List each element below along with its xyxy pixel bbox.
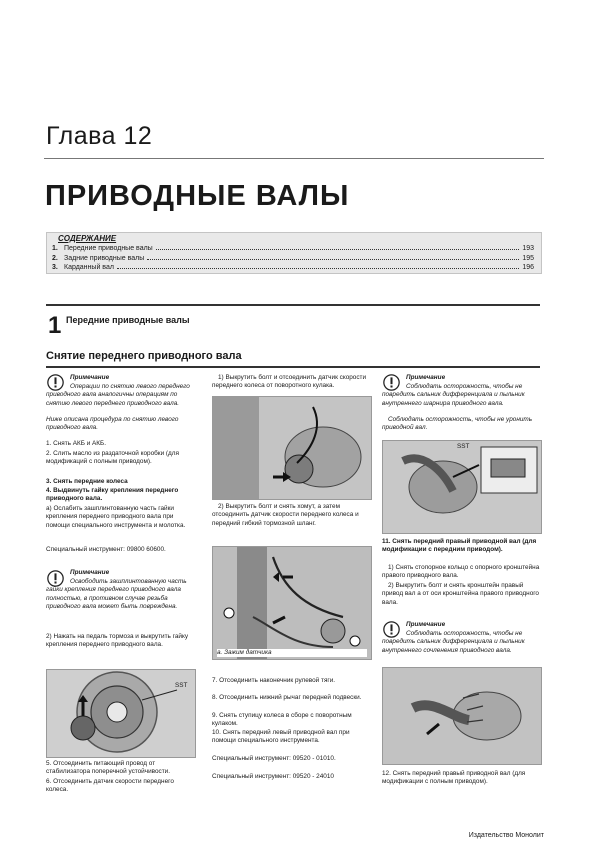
step-text: 8. Отсоединить нижний рычаг передней подвески. xyxy=(212,694,362,701)
step-text: а) Ослабить зашплинтованную часть гайки крепления переднего приводного вала при помощи специального инструмента и молотка. xyxy=(46,505,186,529)
step-text: 1) Выкрутить болт и отсоединить датчик скорости переднего колеса от поворотного кулака. xyxy=(212,374,367,390)
step-text: 12. Снять передний правый приводной вал (для модификации с полным приводом). xyxy=(382,770,526,786)
toc-leader xyxy=(147,254,519,260)
step-text: 5. Отсоединить питающий провод от стабилизатора поперечной устойчивости. xyxy=(46,760,170,776)
note-text: Ниже описана процедура по снятию левого приводного вала. xyxy=(46,416,179,432)
toc-item[interactable] xyxy=(52,244,534,252)
toc-heading: СОДЕРЖАНИЕ xyxy=(58,234,117,243)
toc-item-page: 193 xyxy=(522,245,534,252)
toc-item[interactable] xyxy=(52,254,534,262)
step-text: 2) Выкрутить болт и снять кронштейн правый привод вал а от оси кронштейна правого приводного вала. xyxy=(382,582,539,606)
photo-label: SST xyxy=(175,682,188,689)
wheel-speed-sensor-photo xyxy=(212,396,372,500)
publisher-footer: Издательство Монолит xyxy=(468,832,544,839)
subsection-title: Снятие переднего приводного вала xyxy=(46,350,242,362)
step-text: 2. Слить масло из раздаточной коробки (для модификаций с полным приводом). xyxy=(46,450,179,466)
chapter-label: Глава 12 xyxy=(46,122,153,150)
toc-item-label: Передние приводные валы xyxy=(64,245,153,252)
toc-item-label: Карданный вал xyxy=(64,264,114,271)
toc-item-page: 195 xyxy=(522,255,534,262)
step-text: 2) Выкрутить болт и снять хомут, а затем отсоединить датчик скорости переднего колеса и передний гибкий тормозной шланг. xyxy=(212,503,359,527)
note-heading: Примечание xyxy=(70,374,110,381)
note-text: Операции по снятию левого переднего приводного вала аналогичны операциям по снятию левого переднего приводного вала. xyxy=(46,383,190,407)
toc-item-page: 196 xyxy=(522,264,534,271)
step-text: 10. Снять передний левый приводной вал при помощи специального инструмента. xyxy=(212,729,350,745)
note-heading: Примечание xyxy=(70,569,110,576)
toc-item-number: 3. xyxy=(52,264,58,271)
section-divider xyxy=(46,304,540,306)
hub-nut-photo xyxy=(46,669,196,758)
step-text: 4. Выдвинуть гайку крепления переднего приводного вала. xyxy=(46,487,179,503)
section-title: Передние приводные валы xyxy=(66,315,190,325)
chapter-divider xyxy=(44,158,544,159)
step-text: 9. Снять ступицу колеса в сборе с поворотным кулаком. xyxy=(212,712,352,728)
toc-item[interactable] xyxy=(52,263,534,271)
toc-item-label: Задние приводные валы xyxy=(64,255,145,262)
note-heading: Примечание xyxy=(406,621,446,628)
step-text: 1) Снять стопорное кольцо с опорного кронштейна правого приводного вала. xyxy=(382,564,540,580)
subsection-divider xyxy=(46,366,540,368)
drive-shaft-removal-photo xyxy=(382,440,542,534)
toc-item-number: 2. xyxy=(52,255,58,262)
note-text: Соблюдать осторожность, чтобы не уронить приводной вал. xyxy=(382,416,533,432)
step-text: 3. Снять передние колеса xyxy=(46,478,128,485)
step-text: 1. Снять АКБ и АКБ. xyxy=(46,440,106,447)
photo-label: SST xyxy=(457,443,470,450)
page-title: ПРИВОДНЫЕ ВАЛЫ xyxy=(45,180,350,212)
step-text: Специальный инструмент: 09800 60600. xyxy=(46,546,166,553)
toc-item-number: 1. xyxy=(52,245,58,252)
toc-leader xyxy=(156,244,520,250)
step-text: 2) Нажать на педаль тормоза и выкрутить гайку крепления переднего приводного вала. xyxy=(46,633,189,649)
note-text: Соблюдать осторожность, чтобы не повредить сальник дифференциала и пыльник внутреннего сочленения приводного вала. xyxy=(382,630,525,654)
note-heading: Примечание xyxy=(406,374,446,381)
note-text: Освободить зашплинтованную часть гайки крепления переднего приводного вала полностью, в противном случае резьба приводного вала может быть повреждена. xyxy=(46,578,187,610)
step-text: 6. Отсоединить датчик скорости переднего колеса. xyxy=(46,778,174,794)
brake-hose-photo xyxy=(212,546,372,660)
step-text: Специальный инструмент: 09520 - 01010. xyxy=(212,755,336,762)
photo-caption: а. Зажим датчика xyxy=(217,649,367,657)
section-number: 1 xyxy=(48,312,62,339)
note-text: Соблюдать осторожность, чтобы не повредить сальник дифференциала и пыльник внутреннего шарнира приводного вала. xyxy=(382,383,525,407)
step-text: 11. Снять передний правый приводной вал (для модификации с передним приводом). xyxy=(382,538,537,554)
step-text: 7. Отсоединить наконечник рулевой тяги. xyxy=(212,677,336,684)
toc-leader xyxy=(117,263,519,269)
step-text: Специальный инструмент: 09520 - 24010 xyxy=(212,773,334,780)
cv-joint-photo xyxy=(382,667,542,765)
